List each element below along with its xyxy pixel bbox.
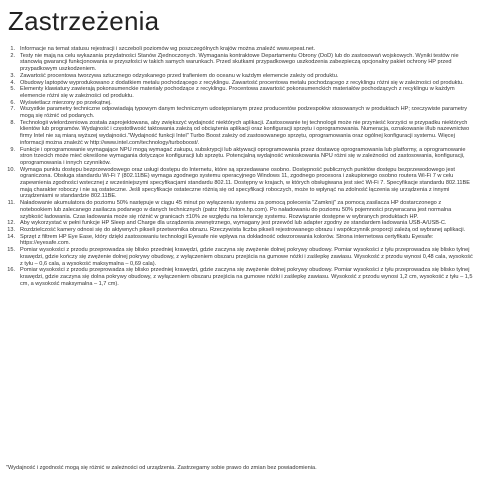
note-text: Elementy klawiatury zawierają pokonsumenckie materiały pochodzące z recyklingu. Procentowa zawartość pokonsumenckich materiałów pochodzących z recyklingu w każdym elemencie różni się w zależności od produktu. <box>20 86 455 99</box>
note-number: 9. <box>10 146 15 153</box>
note-text: Funkcje i oprogramowanie wymagające NPU mogą wymagać zakupu, subskrypcji lub aktywacji oprogramowania przez dostawcę oprogramowania lub platformy, a oprogramowanie stron trzecich może mieć określone wymagania dotyczące konfiguracji lub sprzętu. Potencjalną wydajność wnioskowania NPU różni się w zależności od zastosowania, konfiguracji, oprogramowania i innych czynników. <box>20 146 466 166</box>
list-item <box>6 73 474 80</box>
note-number: 14. <box>7 233 15 240</box>
note-text: Wszystkie parametry techniczne odpowiadają typowym danym technicznym udostępnianym przez producentów podzespołów stosowanych w produktach HP; rzeczywiste parametry mogą się różnić od podanych. <box>20 106 468 120</box>
list-item <box>6 80 474 87</box>
note-number: 8. <box>10 119 15 126</box>
list-item <box>6 120 474 147</box>
note-number: 4. <box>10 79 15 86</box>
note-number: 13. <box>7 226 15 233</box>
note-text: Technologii wielordzeniowa została zaprojektowana, aby zwiększyć wydajność niektórych aplikacji. Zastosowanie tej technologii może nie przynieść korzyści w przypadku niektórych klientów lub programów. Wydajność i częstotliwość taktowania zależą od obciążenia aplikacji oraz konfiguracji sprzętu i oprogramowania. Numeracja, oznakowanie i/lub nazewnictwo firmy Intel nie są miarą wyższej wydajności."Wydajność funkcji Intel" Turbo Boost zależy od zastosowanego sprzętu, oprogramowania oraz ogólnej konfiguracji systemu. Więcej informacji można znaleźć w http://www.intel.com/technology/turboboost/. <box>20 119 470 146</box>
note-number: 7. <box>10 106 15 113</box>
note-text: Naładowanie akumulatora do poziomu 50% następuje w ciągu 45 minut po wyłączeniu systemu za pomocą polecenia "Zamknij" za pomocą zasilacza HP dostarczonego z notebookiem lub zalecanego zasilacza podanego w danych technicznych (patrz http://store.hp.com). Po naładowaniu do poziomu 50% pojemności przywracana jest normalna szybkość ładowania. Czas ładowania może się różnić w granicach ±10% ze względu na tolerancję systemu. Rozwiązanie dostępne w wybranych produktach HP. <box>20 200 452 220</box>
list-item <box>6 100 474 107</box>
note-number: 1. <box>10 46 15 52</box>
note-text: Pomiar wysokości z przodu przeprowadza się blisko przedniej krawędzi, gdzie zaczyna się zwężenie dolnej pokrywy obudowy. Pomiar wysokości z tyłu przeprowadza się blisko tylnej krawędzi, gdzie zaczyna się dolna pokrywy obudowy, z wyłączeniem obszaru przejścia na gumowe nóżki i zaślepkę zawiasu. Wysokość z przodu wynosi 1,2 cm, wysokość z tyłu – 1,5 cm, a wysokość maksymalna – 1,7 cm). <box>20 267 473 287</box>
list-item <box>6 267 474 287</box>
note-text: Zawartość procentowa tworzywa sztucznego odzyskanego przed trafieniem do oceanu w każdym elemencie zależy od produktu. <box>20 72 339 79</box>
note-text: Rozdzielczość kamery odnosi się do aktywnych pikseli przetwornika obrazu. Rzeczywista liczba pikseli rejestrowanego obrazu i współczynnik proporcji zależą od wybranej aplikacji. <box>20 226 466 233</box>
note-number: 5. <box>10 86 15 93</box>
list-item <box>6 220 474 227</box>
note-number: 11. <box>7 200 15 207</box>
list-item <box>6 106 474 119</box>
list-item <box>6 234 474 247</box>
note-text: Wymaga punktu dostępu bezprzewodowego oraz usługi dostępu do Internetu, które są sprzedawane osobno. Dostępność publicznych punktów dostępu bezprzewodowego jest ograniczona. Obsługa standardu Wi-Fi 7 (802.11BE) wymaga zgodnego systemu operacyjnego Windows 11, zgodnego procesora i zakupionego osobno routera Wi-Fi 7 w celu zapewnienia zgodności wstecznej z wcześniejszymi specyfikacjami standardu 802.11. Dostępny w krajach, w których obsługiwana jest sieć Wi-Fi 7. Specyfikacje standardu 802.11BE mają charakter roboczy i nie są ostateczne. Jeśli specyfikacje ostateczne różnią się od specyfikacji roboczych, może to wpłynąć na zdolność łączenia się urządzenia z innymi urządzeniami w standardzie 802.11BE. <box>20 166 470 200</box>
footnote: "Wydajność i zgodność mogą się różnić w zależności od urządzenia. Zastrzegamy sobie prawo do zmian bez powiadomienia. <box>6 465 317 471</box>
note-number: 15. <box>7 247 15 254</box>
note-text: Obudowy laptopów wyprodukowano z dodatkiem metalu pochodzącego z recyklingu. Zawartość procentowa metalu pochodzącego z recyklingu różni się w zależności od produktu. <box>20 79 464 86</box>
list-item <box>6 200 474 220</box>
note-number: 2. <box>10 52 15 59</box>
notes-list <box>6 46 474 287</box>
note-text: Wyświetlacz mierzony po przekątnej. <box>20 99 112 106</box>
list-item <box>6 167 474 201</box>
list-item <box>6 227 474 234</box>
note-number: 3. <box>10 72 15 79</box>
list-item <box>6 46 474 53</box>
list-item <box>6 147 474 167</box>
note-text: Informacje na temat statusu rejestracji i szczeboli poziomów wg poszczególnych krajów można znaleźć www.epeat.net. <box>20 46 316 52</box>
note-number: 12. <box>7 220 15 227</box>
list-item <box>6 247 474 267</box>
note-number: 10. <box>7 166 15 173</box>
note-number: 16. <box>7 267 15 274</box>
list-item <box>6 86 474 99</box>
note-number: 6. <box>10 99 15 106</box>
note-text: Testy nie mają na celu wykazania przydatności Stanów Zjednoczonych. Wymagania kontraktowe Departamentu Obrony (DoD) lub do zastosowań wojskowych. Wyniki testów nie stanowią gwarancji funkcjonowania w przyszłości w takich samych warunkach. Przed skutkami przypadkowego uszkodzenia zabezpieczą opcjonalny pakiet ochrony HP przed przypadkowym uszkodzeniem. <box>20 52 459 73</box>
note-text: Aby wykorzystać w pełni funkcje HP Sleep and Charge dla urządzenia zewnętrznego, wymagany jest przewód lub adapter zgodny ze standardem ładowania USB-A/USB-C. <box>20 220 447 227</box>
note-text: Pomiar wysokości z przodu przeprowadza się blisko przedniej krawędzi, gdzie zaczyna się zwężenie dolnej pokrywy obudowy. Pomiar wysokości z tyłu przeprowadza się blisko tylnej krawędzi, gdzie kończy się zwężenie dolnej pokrywy obudowy, z wyłączeniem obszaru przejścia na gumowe nóżki i zaślepkę zawiasu. Wysokość z przodu wynosi 0,48 cala, wysokość z tyłu – 0,6 cala, a wysokość maksymalna – 0,69 cala). <box>20 247 473 267</box>
page-title: Zastrzeżenia <box>8 6 160 36</box>
note-text: Sprzęt z filtrem HP Eye Ease, który dzięki zastosowaniu technologii Eyesafe nie wpływa na dokładność odwzorowania kolorów. Strona internetowa certyfikatu Eyesafe: https://eyesafe.com. <box>20 233 434 247</box>
list-item <box>6 53 474 73</box>
